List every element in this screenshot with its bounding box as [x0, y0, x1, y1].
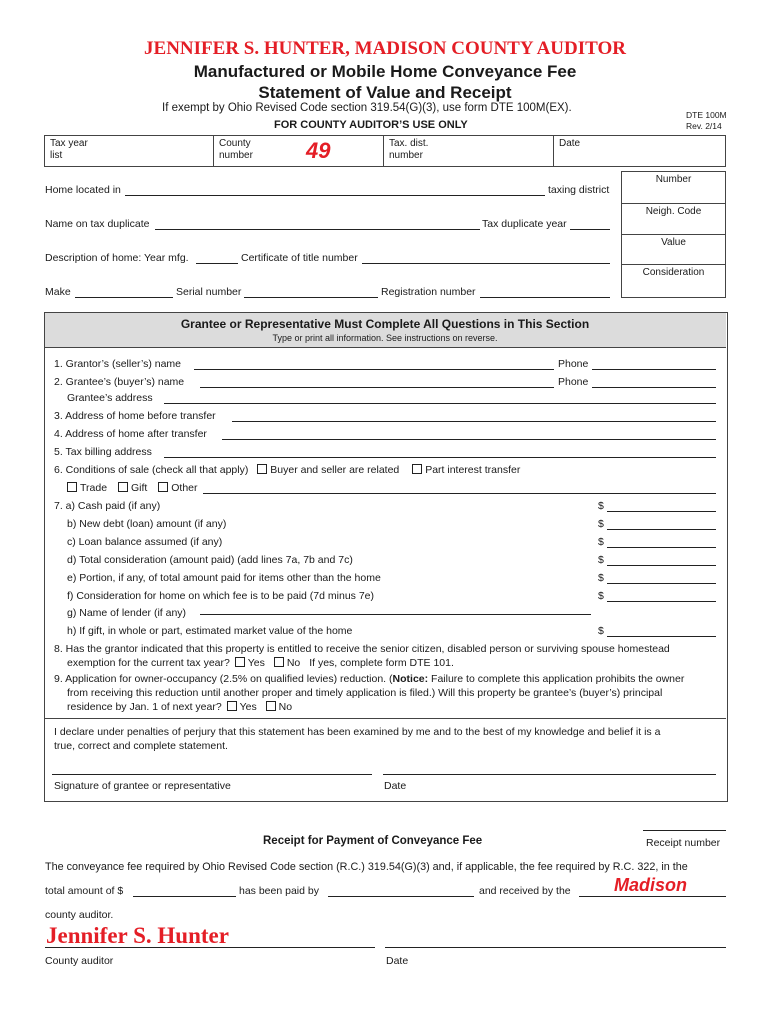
part-interest-checkbox[interactable] — [412, 464, 422, 474]
q7f-label: f) Consideration for home on which fee is to be paid (7d minus 7e) — [67, 590, 374, 602]
county-number-label: County number — [219, 138, 253, 161]
date-label: Date — [559, 138, 581, 149]
q4-label: 4. Address of home after transfer — [54, 428, 207, 440]
receipt-title: Receipt for Payment of Conveyance Fee — [263, 835, 483, 847]
description-label: Description of home: Year mfg. — [45, 252, 189, 264]
q7e-label: e) Portion, if any, of total amount paid for items other than the home — [67, 572, 381, 584]
market-value-field[interactable] — [607, 636, 716, 637]
tax-year-list-label: Tax year list — [50, 138, 88, 161]
exempt-note: If exempt by Ohio Revised Code section 319.54(G)(3), use form DTE 100M(EX). — [162, 102, 572, 114]
q9-line1 — [54, 673, 684, 685]
form-title-line2: Statement of Value and Receipt — [258, 83, 512, 102]
receipt-date-field[interactable] — [385, 947, 726, 948]
auditor-signature: Jennifer S. Hunter — [46, 923, 229, 948]
q9-text-b: Failure to complete this application prohibits the owner — [428, 673, 685, 685]
make-field[interactable] — [75, 297, 173, 298]
declaration-divider — [45, 718, 726, 719]
signature-field[interactable] — [52, 774, 372, 775]
q7c-dollar: $ — [598, 536, 604, 548]
address-before-field[interactable] — [232, 421, 716, 422]
for-auditor-use: FOR COUNTY AUDITOR’S USE ONLY — [274, 119, 468, 131]
home-located-field[interactable] — [125, 195, 545, 196]
cash-paid-field[interactable] — [607, 511, 716, 512]
signature-date-label: Date — [384, 780, 407, 792]
county-auditor-label: County auditor — [45, 955, 114, 967]
grantee-phone-field[interactable] — [592, 387, 716, 388]
grantor-phone-field[interactable] — [592, 369, 716, 370]
certificate-label: Certificate of title number — [241, 252, 358, 264]
q7f-dollar: $ — [598, 590, 604, 602]
q9-yes-checkbox[interactable] — [227, 701, 237, 711]
new-debt-field[interactable] — [607, 529, 716, 530]
q9-notice: Notice: — [392, 673, 429, 685]
consideration-label: Consideration — [642, 267, 705, 278]
grantee-address-label: Grantee’s address — [67, 392, 153, 404]
receipt-number-label: Receipt number — [646, 837, 721, 849]
name-on-tax-duplicate-field[interactable] — [155, 229, 480, 230]
q8-no-label: No — [286, 657, 301, 669]
make-label: Make — [45, 286, 71, 298]
q1-label: 1. Grantor’s (seller’s) name — [54, 358, 182, 370]
q7a-dollar: $ — [598, 500, 604, 512]
trade-label: Trade — [80, 482, 108, 494]
q8-line1: 8. Has the grantor indicated that this property is entitled to receive the senior citizen, disabled person or surviving spouse homestead — [54, 643, 670, 655]
registration-label: Registration number — [381, 286, 476, 298]
q5-label: 5. Tax billing address — [54, 446, 152, 458]
paid-by-label: has been paid by — [239, 885, 319, 897]
grantee-address-field[interactable] — [164, 403, 716, 404]
q1-phone-label: Phone — [558, 358, 589, 370]
fee-consideration-field[interactable] — [607, 601, 716, 602]
form-title-line1: Manufactured or Mobile Home Conveyance Fee — [193, 62, 577, 81]
q7g-label: g) Name of lender (if any) — [67, 607, 187, 619]
q7h-dollar: $ — [598, 625, 604, 637]
q7e-dollar: $ — [598, 572, 604, 584]
signature-date-field[interactable] — [383, 774, 716, 775]
consideration-cell[interactable] — [621, 264, 726, 298]
lender-name-field[interactable] — [200, 614, 591, 615]
q7c-label: c) Loan balance assumed (if any) — [67, 536, 223, 548]
q8-question: exemption for the current tax year? — [67, 657, 230, 669]
grantee-section-subheading: Type or print all information. See instructions on reverse. — [272, 333, 498, 343]
q6-text: 6. Conditions of sale (check all that apply) — [54, 464, 249, 476]
neigh-code-cell[interactable] — [621, 203, 726, 235]
received-by-label: and received by the — [479, 885, 571, 897]
receipt-date-label: Date — [386, 955, 409, 967]
q9-question: residence by Jan. 1 of next year? — [67, 701, 222, 713]
certificate-field[interactable] — [362, 263, 610, 264]
address-after-field[interactable] — [222, 439, 716, 440]
q7a-label: 7. a) Cash paid (if any) — [54, 500, 161, 512]
number-label: Number — [655, 174, 692, 185]
value-cell[interactable] — [621, 234, 726, 265]
q3-label: 3. Address of home before transfer — [54, 410, 216, 422]
q8-line2 — [67, 657, 454, 669]
year-mfg-field[interactable] — [196, 263, 238, 264]
total-amount-label: total amount of $ — [45, 885, 124, 897]
county-auditor-line — [45, 947, 375, 948]
grantor-name-field[interactable] — [194, 369, 554, 370]
tax-duplicate-year-label: Tax duplicate year — [482, 218, 567, 230]
tax-duplicate-year-field[interactable] — [570, 229, 610, 230]
home-located-label: Home located in — [45, 184, 121, 196]
county-name-value: Madison — [614, 875, 688, 895]
related-checkbox[interactable] — [257, 464, 267, 474]
receipt-text-line1: The conveyance fee required by Ohio Revised Code section (R.C.) 319.54(G)(3) and, if applicable, the fee required by R.C. 322, in the — [45, 861, 688, 873]
paid-by-field[interactable] — [328, 896, 474, 897]
county-auditor-text: county auditor. — [45, 909, 114, 921]
gift-checkbox[interactable] — [118, 482, 128, 492]
total-amount-field[interactable] — [133, 896, 236, 897]
other-items-field[interactable] — [607, 583, 716, 584]
q6-options — [67, 482, 198, 494]
q8-note: If yes, complete form DTE 101. — [309, 657, 454, 669]
q2-label: 2. Grantee’s (buyer’s) name — [54, 376, 185, 388]
declaration-line2: true, correct and complete statement. — [54, 740, 228, 752]
signature-label: Signature of grantee or representative — [54, 780, 231, 792]
auditor-title: JENNIFER S. HUNTER, MADISON COUNTY AUDITOR — [144, 38, 626, 59]
q8-yes-checkbox[interactable] — [235, 657, 245, 667]
form-id: DTE 100M — [686, 110, 727, 120]
form-rev: Rev. 2/14 — [686, 121, 722, 131]
grantee-section-heading: Grantee or Representative Must Complete All Questions in This Section — [180, 317, 590, 331]
registration-field[interactable] — [480, 297, 610, 298]
county-number-cell[interactable] — [213, 135, 384, 167]
q8-no-checkbox[interactable] — [274, 657, 284, 667]
trade-checkbox[interactable] — [67, 482, 77, 492]
taxing-district-label: taxing district — [548, 184, 610, 196]
q7h-label: h) If gift, in whole or part, estimated market value of the home — [67, 625, 353, 637]
county-field[interactable] — [579, 896, 726, 897]
value-label: Value — [661, 237, 686, 248]
tax-billing-address-field[interactable] — [164, 457, 716, 458]
q7d-label: d) Total consideration (amount paid) (add lines 7a, 7b and 7c) — [67, 554, 353, 566]
total-consideration-field[interactable] — [607, 565, 716, 566]
q9-no-checkbox[interactable] — [266, 701, 276, 711]
q6-label — [54, 464, 520, 476]
gift-label: Gift — [130, 482, 148, 494]
q9-text-a: 9. Application for owner-occupancy (2.5% on qualified levies) reduction. ( — [54, 673, 393, 685]
date-cell[interactable] — [553, 135, 726, 167]
related-label: Buyer and seller are related — [270, 464, 400, 476]
q9-yes-label: Yes — [239, 701, 257, 713]
loan-balance-field[interactable] — [607, 547, 716, 548]
tax-dist-label: Tax. dist. number — [389, 138, 429, 161]
serial-field[interactable] — [244, 297, 378, 298]
other-label: Other — [171, 482, 198, 494]
other-field[interactable] — [203, 493, 716, 494]
neigh-code-label: Neigh. Code — [645, 206, 702, 217]
part-interest-label: Part interest transfer — [425, 464, 521, 476]
receipt-number-field[interactable] — [643, 830, 726, 831]
q2-phone-label: Phone — [558, 376, 589, 388]
declaration-line1: I declare under penalties of perjury that this statement has been examined by me and to the best of my knowledge and belief it is a — [54, 726, 661, 738]
tax-dist-number-cell[interactable] — [383, 135, 554, 167]
grantee-name-field[interactable] — [200, 387, 554, 388]
other-checkbox[interactable] — [158, 482, 168, 492]
number-cell[interactable] — [621, 171, 726, 204]
q9-no-label: No — [278, 701, 293, 713]
q9-line2: from receiving this reduction until another proper and timely application is filed.) Will this property be grantee’s (buyer’s) principal — [67, 687, 663, 699]
q7d-dollar: $ — [598, 554, 604, 566]
q7b-label: b) New debt (loan) amount (if any) — [67, 518, 227, 530]
name-on-tax-duplicate-label: Name on tax duplicate — [45, 218, 150, 230]
q8-yes-label: Yes — [247, 657, 265, 669]
tax-year-list-cell[interactable] — [44, 135, 214, 167]
serial-label: Serial number — [176, 286, 242, 298]
county-number-value: 49 — [306, 138, 331, 163]
q9-line3 — [67, 701, 292, 713]
q7b-dollar: $ — [598, 518, 604, 530]
